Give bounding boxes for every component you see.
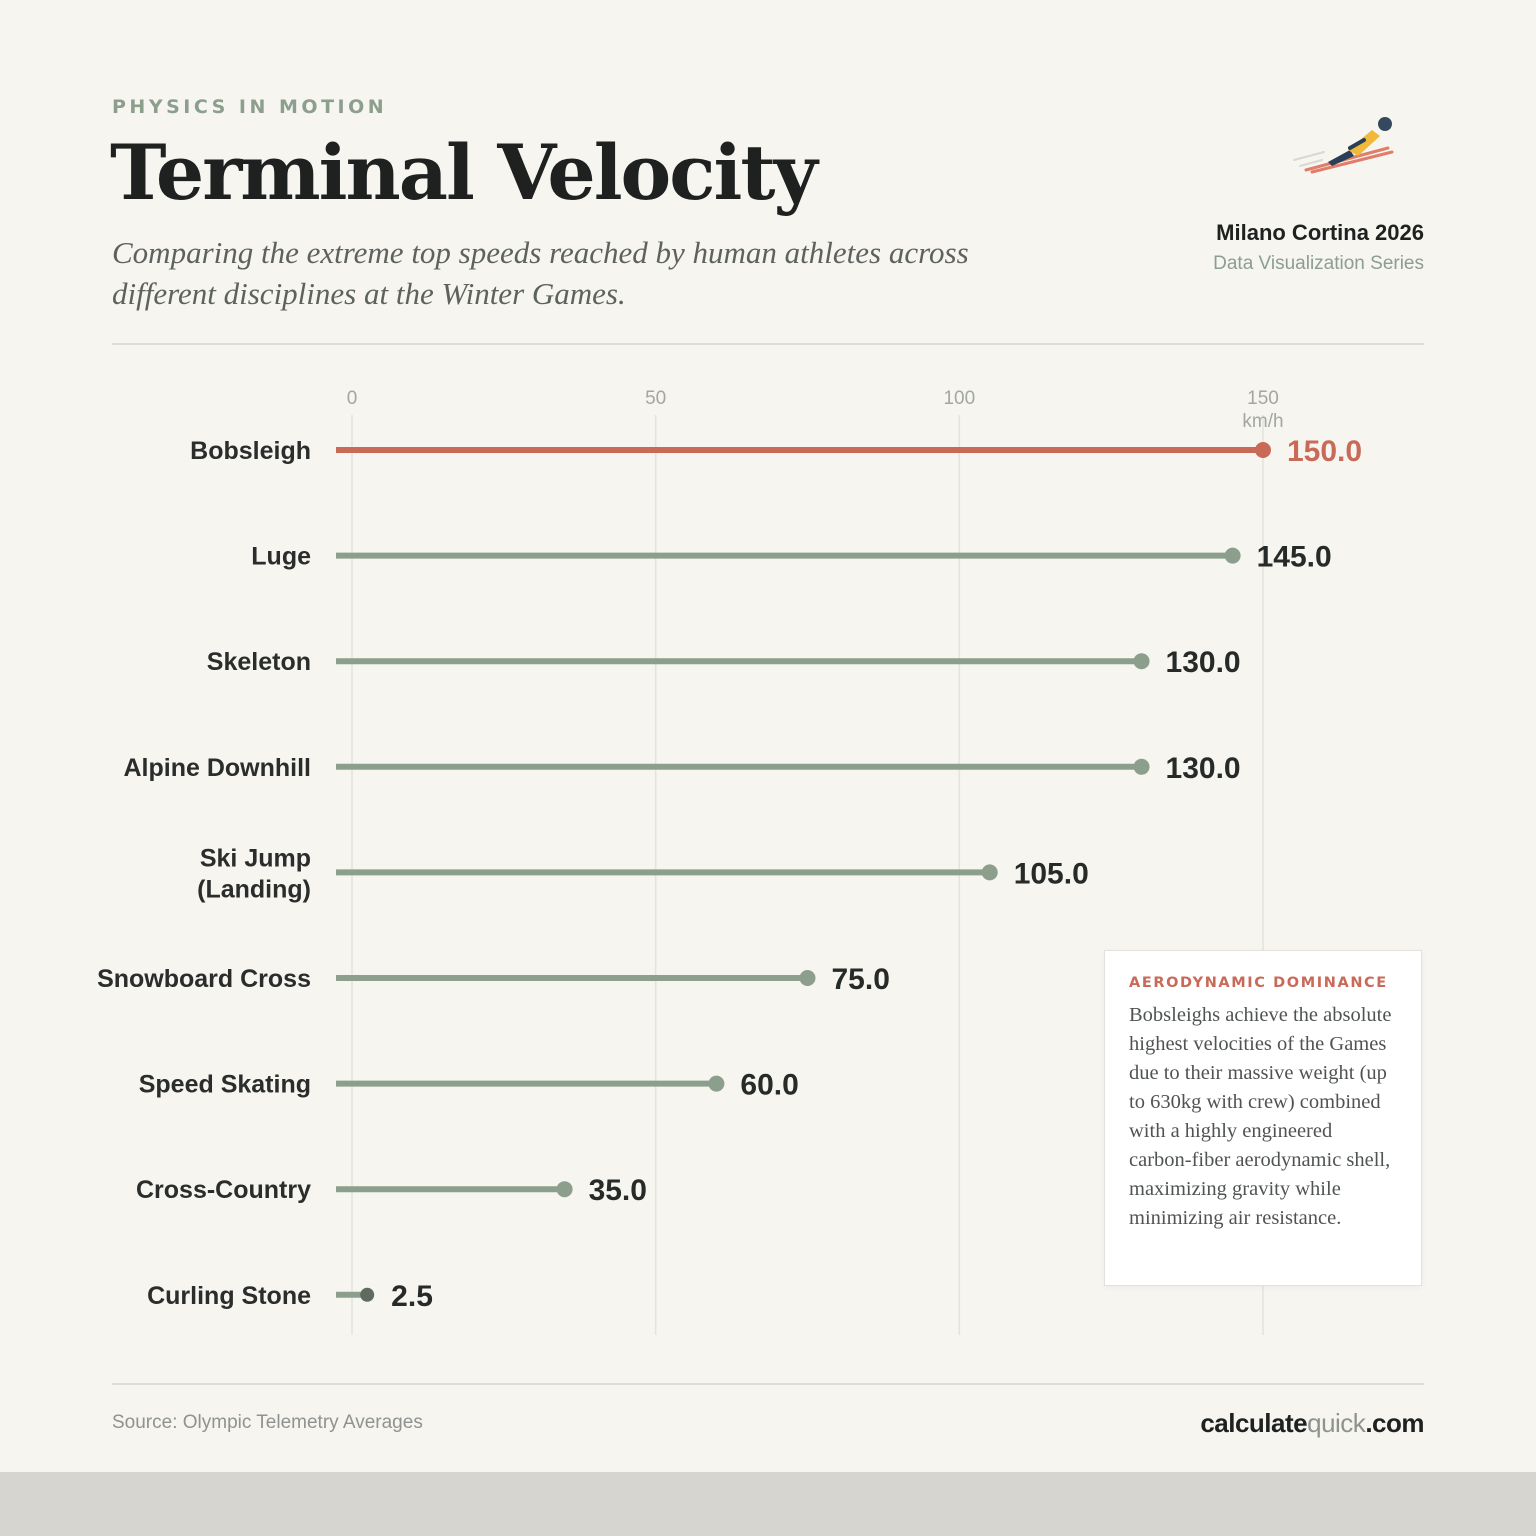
bar-dot (360, 1288, 374, 1302)
event-name: Milano Cortina 2026 (1216, 220, 1424, 245)
value-label: 150.0 (1287, 435, 1363, 468)
category-label: Ski Jump (Landing) (197, 844, 311, 904)
category-label: Snowboard Cross (97, 965, 311, 993)
value-label: 145.0 (1256, 540, 1332, 574)
category-label: Cross-Country (135, 1176, 311, 1205)
callout-box (1104, 950, 1422, 1286)
x-tick-label: 100 (943, 388, 976, 409)
category-label: Luge (251, 542, 311, 571)
bar-dot (800, 970, 816, 986)
bar-dot (982, 864, 998, 880)
bar-dot (1134, 759, 1150, 775)
x-tick-label: 150 (1247, 388, 1279, 409)
series-name: Data Visualization Series (1213, 253, 1424, 274)
category-label: Bobsleigh (190, 437, 311, 465)
bar-dot (708, 1076, 724, 1092)
brand-block (1213, 218, 1424, 280)
bar-dot (1134, 653, 1150, 669)
callout-title: AERODYNAMIC DOMINANCE (1129, 975, 1388, 991)
header-divider (112, 343, 1424, 345)
site-logo-part3: .com (1365, 1408, 1424, 1438)
x-tick-label: 0 (346, 388, 358, 409)
value-label: 75.0 (831, 963, 890, 996)
category-label: Alpine Downhill (123, 753, 311, 782)
callout-body: Bobsleighs achieve the absolute highest velocities of the Games due to their massive weight (up to 630kg with crew) combined with a highly engineered carbon-fiber aerodynamic shell, maximizing gravity while minimizing air resistance. (1129, 1004, 1392, 1229)
site-logo (1200, 1408, 1424, 1439)
value-label: 130.0 (1165, 646, 1241, 680)
bar-dot (557, 1181, 573, 1197)
category-label: Skeleton (206, 648, 311, 677)
eyebrow-label: PHYSICS IN MOTION (112, 96, 388, 118)
x-tick-label: 50 (645, 388, 667, 409)
site-logo-part1: calculate (1200, 1408, 1308, 1438)
site-logo-part2: quick (1307, 1408, 1366, 1438)
x-unit-label: km/h (1242, 411, 1284, 432)
category-label: Speed Skating (138, 1070, 311, 1099)
value-label: 105.0 (1013, 857, 1089, 891)
category-label: Curling Stone (147, 1281, 311, 1310)
value-label: 60.0 (740, 1068, 799, 1102)
footer-divider (112, 1383, 1424, 1385)
value-label: 130.0 (1165, 751, 1241, 785)
bar-dot (1255, 442, 1271, 458)
page-subtitle: Comparing the extreme top speeds reached by human athletes across different disciplines at the Winter Games. (112, 235, 969, 311)
value-label: 35.0 (588, 1174, 647, 1208)
source-note: Source: Olympic Telemetry Averages (112, 1412, 423, 1433)
page-title: Terminal Velocity (110, 128, 816, 217)
bar-dot (1225, 548, 1241, 564)
value-label: 2.5 (391, 1279, 433, 1313)
ski-jumper-icon (1288, 110, 1400, 180)
